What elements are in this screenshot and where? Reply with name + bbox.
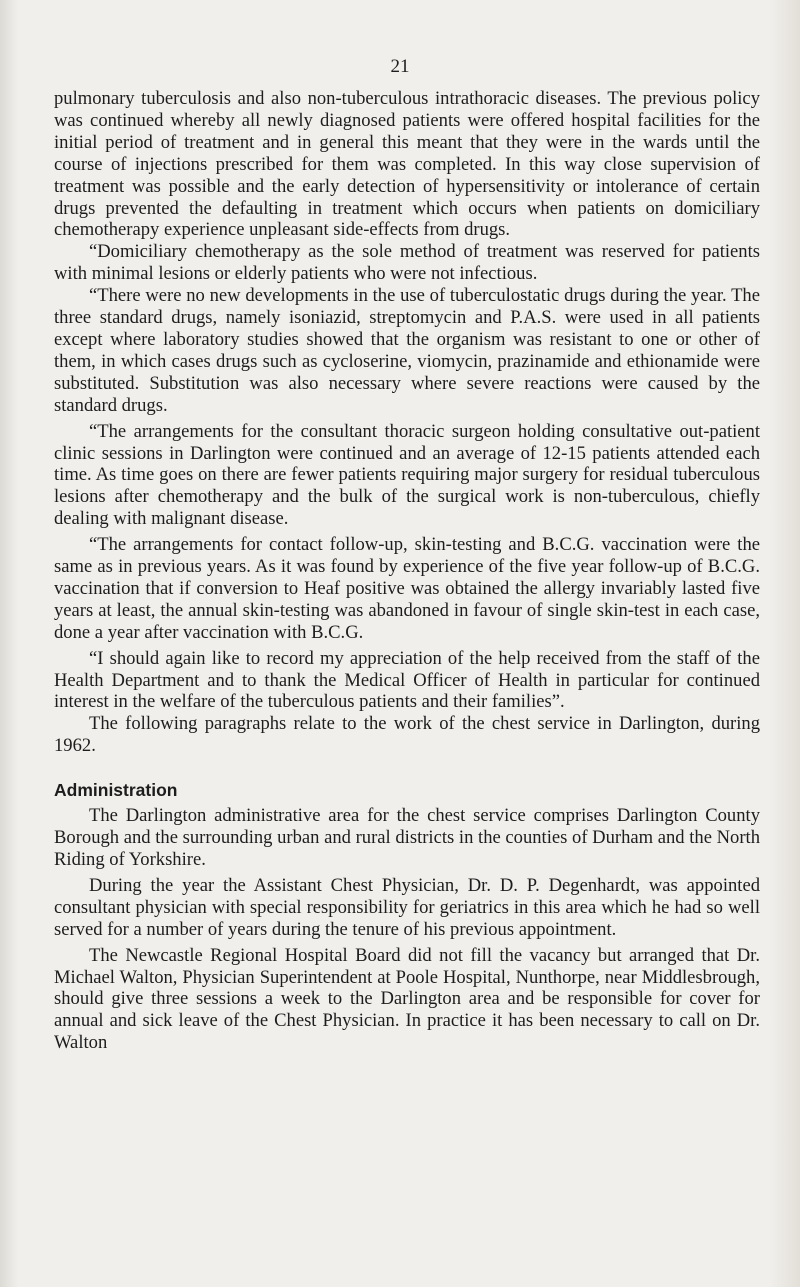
paragraph-contact-follow-up: “The arrangements for contact follow-up, skin-testing and B.C.G. vaccination were the same as in previous years. As it was found by experience of the five year follow-up of B.C.G. vaccination that if conversion to Heaf positive was obtained the allergy invariably lasted five years at least, the annual skin-testing was abandoned in favour of single skin-test in each case, done a year after vaccination with B.C.G.	[54, 534, 760, 643]
paragraph-tuberculostatic-drugs: “There were no new developments in the use of tuberculostatic drugs during the year. The three standard drugs, namely isoniazid, streptomycin and P.A.S. were used in all patients except where laboratory studies showed that the organism was resistant to one or other of them, in which cases drugs such as cycloserine, viomycin, prazinamide and ethionamide were substituted. Substitution was also necessary where severe reactions were caused by the standard drugs.	[54, 285, 760, 416]
page-number: 21	[390, 56, 410, 77]
paragraph-following: The following paragraphs relate to the work of the chest service in Darlington, during 1962.	[54, 713, 760, 757]
paragraph-appreciation: “I should again like to record my appreciation of the help received from the staff of the Health Department and to thank the Medical Officer of Health in particular for continued interest in the welfare of the tuberculous patients and their families”.	[54, 647, 760, 713]
paragraph-thoracic-surgeon: “The arrangements for the consultant thoracic surgeon holding consultative out-patient clinic sessions in Darlington were continued and an average of 12-15 patients attended each time. As time goes on there are fewer patients requiring major surgery for residual tuberculous lesions after chemotherapy and the bulk of the surgical work is non-tuberculous, chiefly dealing with malignant disease.	[54, 420, 760, 530]
paragraph-administrative-area: The Darlington administrative area for the chest service comprises Darlington County Borough and the surrounding urban and rural districts in the counties of Durham and the North Riding of Yorkshire.	[54, 805, 760, 870]
paragraph-assistant-physician: During the year the Assistant Chest Physician, Dr. D. P. Degenhardt, was appointed consultant physician with special responsibility for geriatrics in this area which he had so well served for a number of years during the tenure of his previous appointment.	[54, 874, 760, 940]
paragraph-continuation: pulmonary tuberculosis and also non-tuberculous intrathoracic diseases. The previous policy was continued whereby all newly diagnosed patients were offered hospital facilities for the initial period of treatment and in general this meant that they were in the wards until the course of injections prescribed for them was completed. In this way close supervision of treatment was possible and the early detection of hypersensitivity or intolerance of certain drugs prevented the defaulting in treatment which occurs when patients on domiciliary chemotherapy experience unpleasant side-effects from drugs.	[54, 88, 760, 241]
page-edge-shadow-right	[770, 0, 800, 1287]
page-body	[54, 88, 760, 1054]
section-heading-administration: Administration	[54, 780, 178, 801]
paragraph-domiciliary-chemotherapy: “Domiciliary chemotherapy as the sole method of treatment was reserved for patients with minimal lesions or elderly patients who were not infectious.	[54, 241, 760, 285]
paragraph-regional-board: The Newcastle Regional Hospital Board did not fill the vacancy but arranged that Dr. Michael Walton, Physician Superintendent at Poole Hospital, Nunthorpe, near Middlesbrough, should give three sessions a week to the Darlington area and be responsible for cover for annual and sick leave of the Chest Physician. In practice it has been necessary to call on Dr. Walton	[54, 944, 760, 1054]
page-edge-shadow-left	[0, 0, 18, 1287]
